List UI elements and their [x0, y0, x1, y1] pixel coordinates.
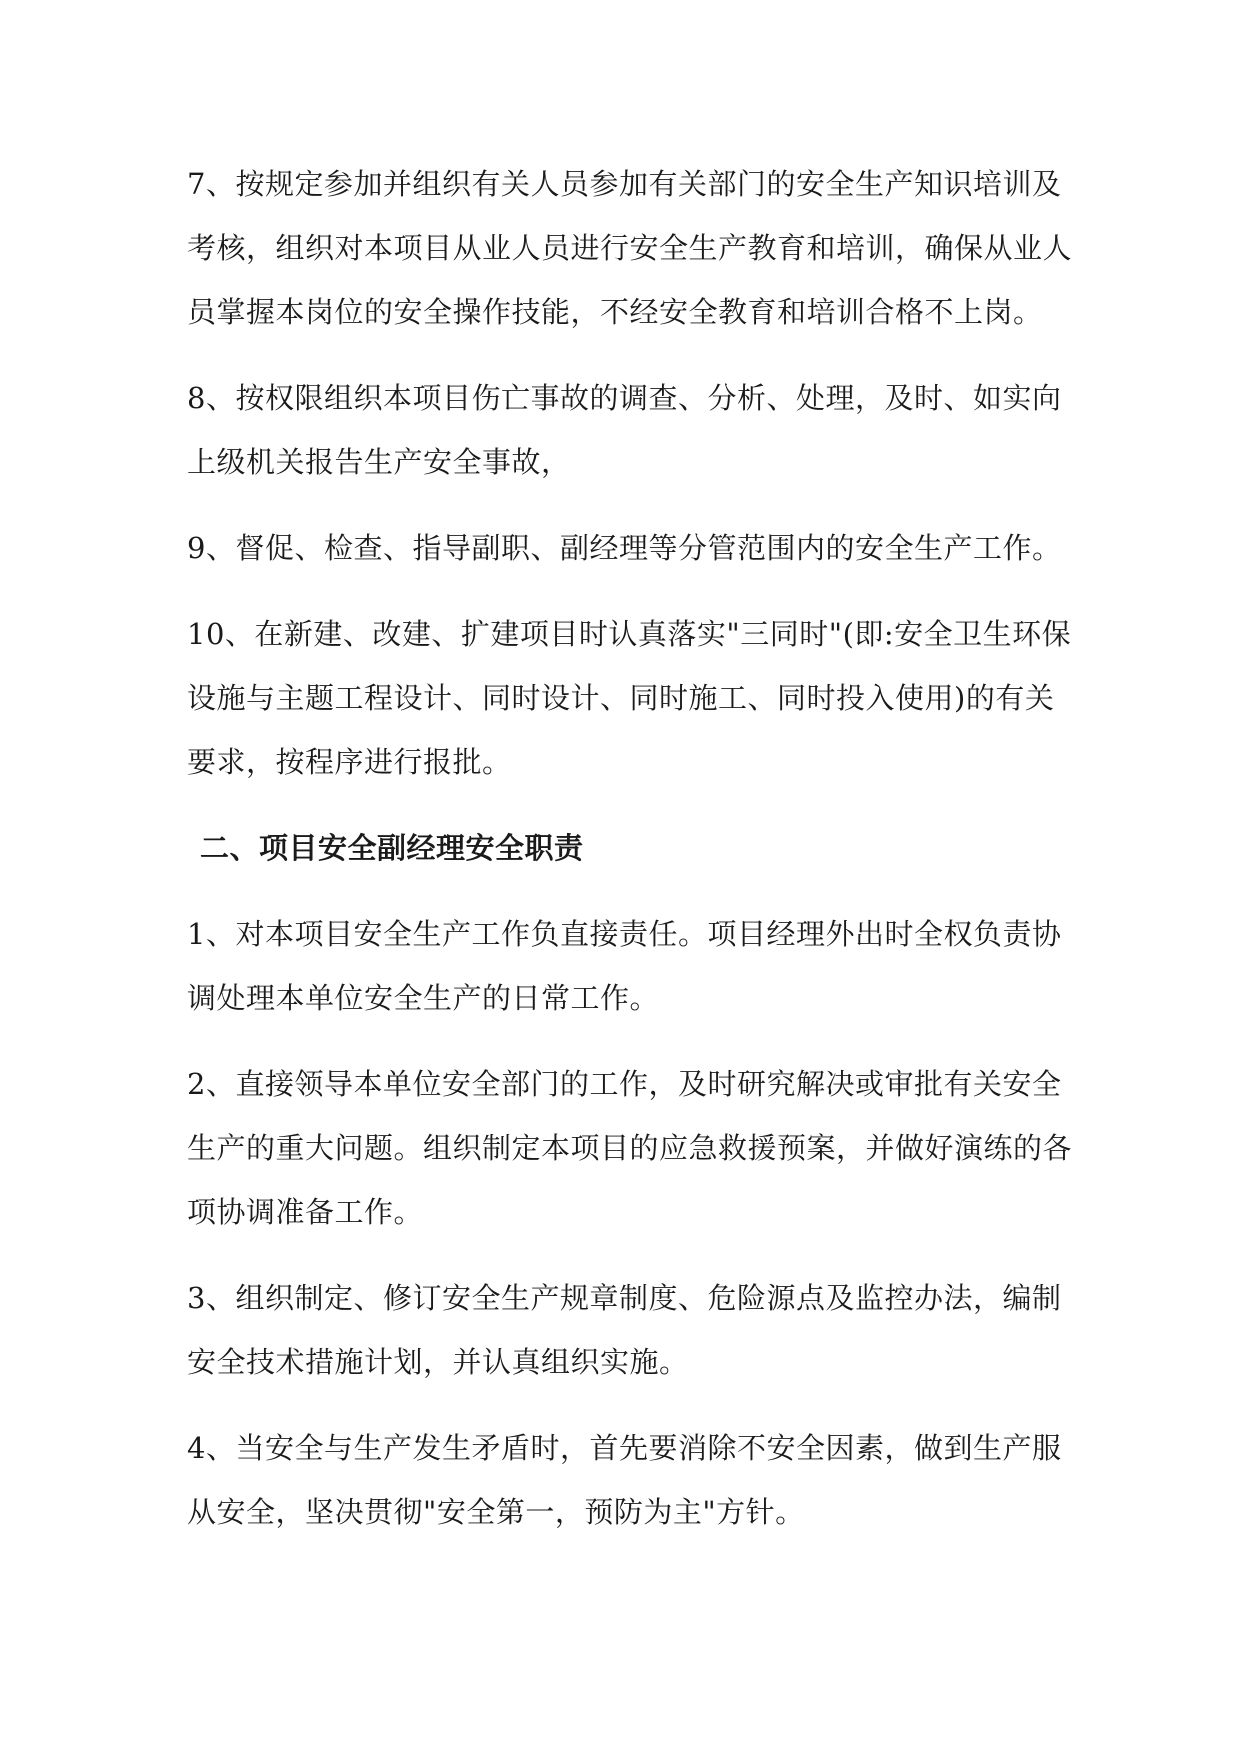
section-paragraph-2-line-3: 项协调准备工作。: [187, 1195, 424, 1229]
paragraph-10-line-2: 设施与主题工程设计、同时设计、同时施工、同时投入使用)的有关: [187, 681, 1055, 715]
paragraph-10-line-3: 要求，按程序进行报批。: [187, 745, 512, 779]
section-paragraph-2-line-1: 2、直接领导本单位安全部门的工作，及时研究解决或审批有关安全: [187, 1067, 1062, 1101]
paragraph-7-line-1: 7、按规定参加并组织有关人员参加有关部门的安全生产知识培训及: [187, 167, 1062, 201]
section-paragraph-3-line-1: 3、组织制定、修订安全生产规章制度、危险源点及监控办法，编制: [187, 1281, 1062, 1315]
section-paragraph-3-line-2: 安全技术措施计划，并认真组织实施。: [187, 1345, 689, 1379]
paragraph-7-line-2: 考核，组织对本项目从业人员进行安全生产教育和培训，确保从业人: [187, 231, 1073, 265]
section-paragraph-2-line-2: 生产的重大问题。组织制定本项目的应急救援预案，并做好演练的各: [187, 1131, 1073, 1165]
paragraph-9-line-1: 9、督促、检查、指导副职、副经理等分管范围内的安全生产工作。: [187, 531, 1062, 565]
section-heading: 二、项目安全副经理安全职责: [200, 831, 584, 865]
section-paragraph-4-line-1: 4、当安全与生产发生矛盾时，首先要消除不安全因素，做到生产服: [187, 1431, 1062, 1465]
section-paragraph-1-line-2: 调处理本单位安全生产的日常工作。: [187, 981, 660, 1015]
section-paragraph-1-line-1: 1、对本项目安全生产工作负直接责任。项目经理外出时全权负责协: [187, 917, 1062, 951]
paragraph-10-line-1: 10、在新建、改建、扩建项目时认真落实"三同时"(即:安全卫生环保: [187, 617, 1072, 651]
paragraph-8-line-2: 上级机关报告生产安全事故，: [187, 445, 571, 479]
paragraph-7-line-3: 员掌握本岗位的安全操作技能，不经安全教育和培训合格不上岗。: [187, 295, 1043, 329]
paragraph-8-line-1: 8、按权限组织本项目伤亡事故的调查、分析、处理，及时、如实向: [187, 381, 1062, 415]
section-paragraph-4-line-2: 从安全，坚决贯彻"安全第一，预防为主"方针。: [187, 1495, 805, 1529]
